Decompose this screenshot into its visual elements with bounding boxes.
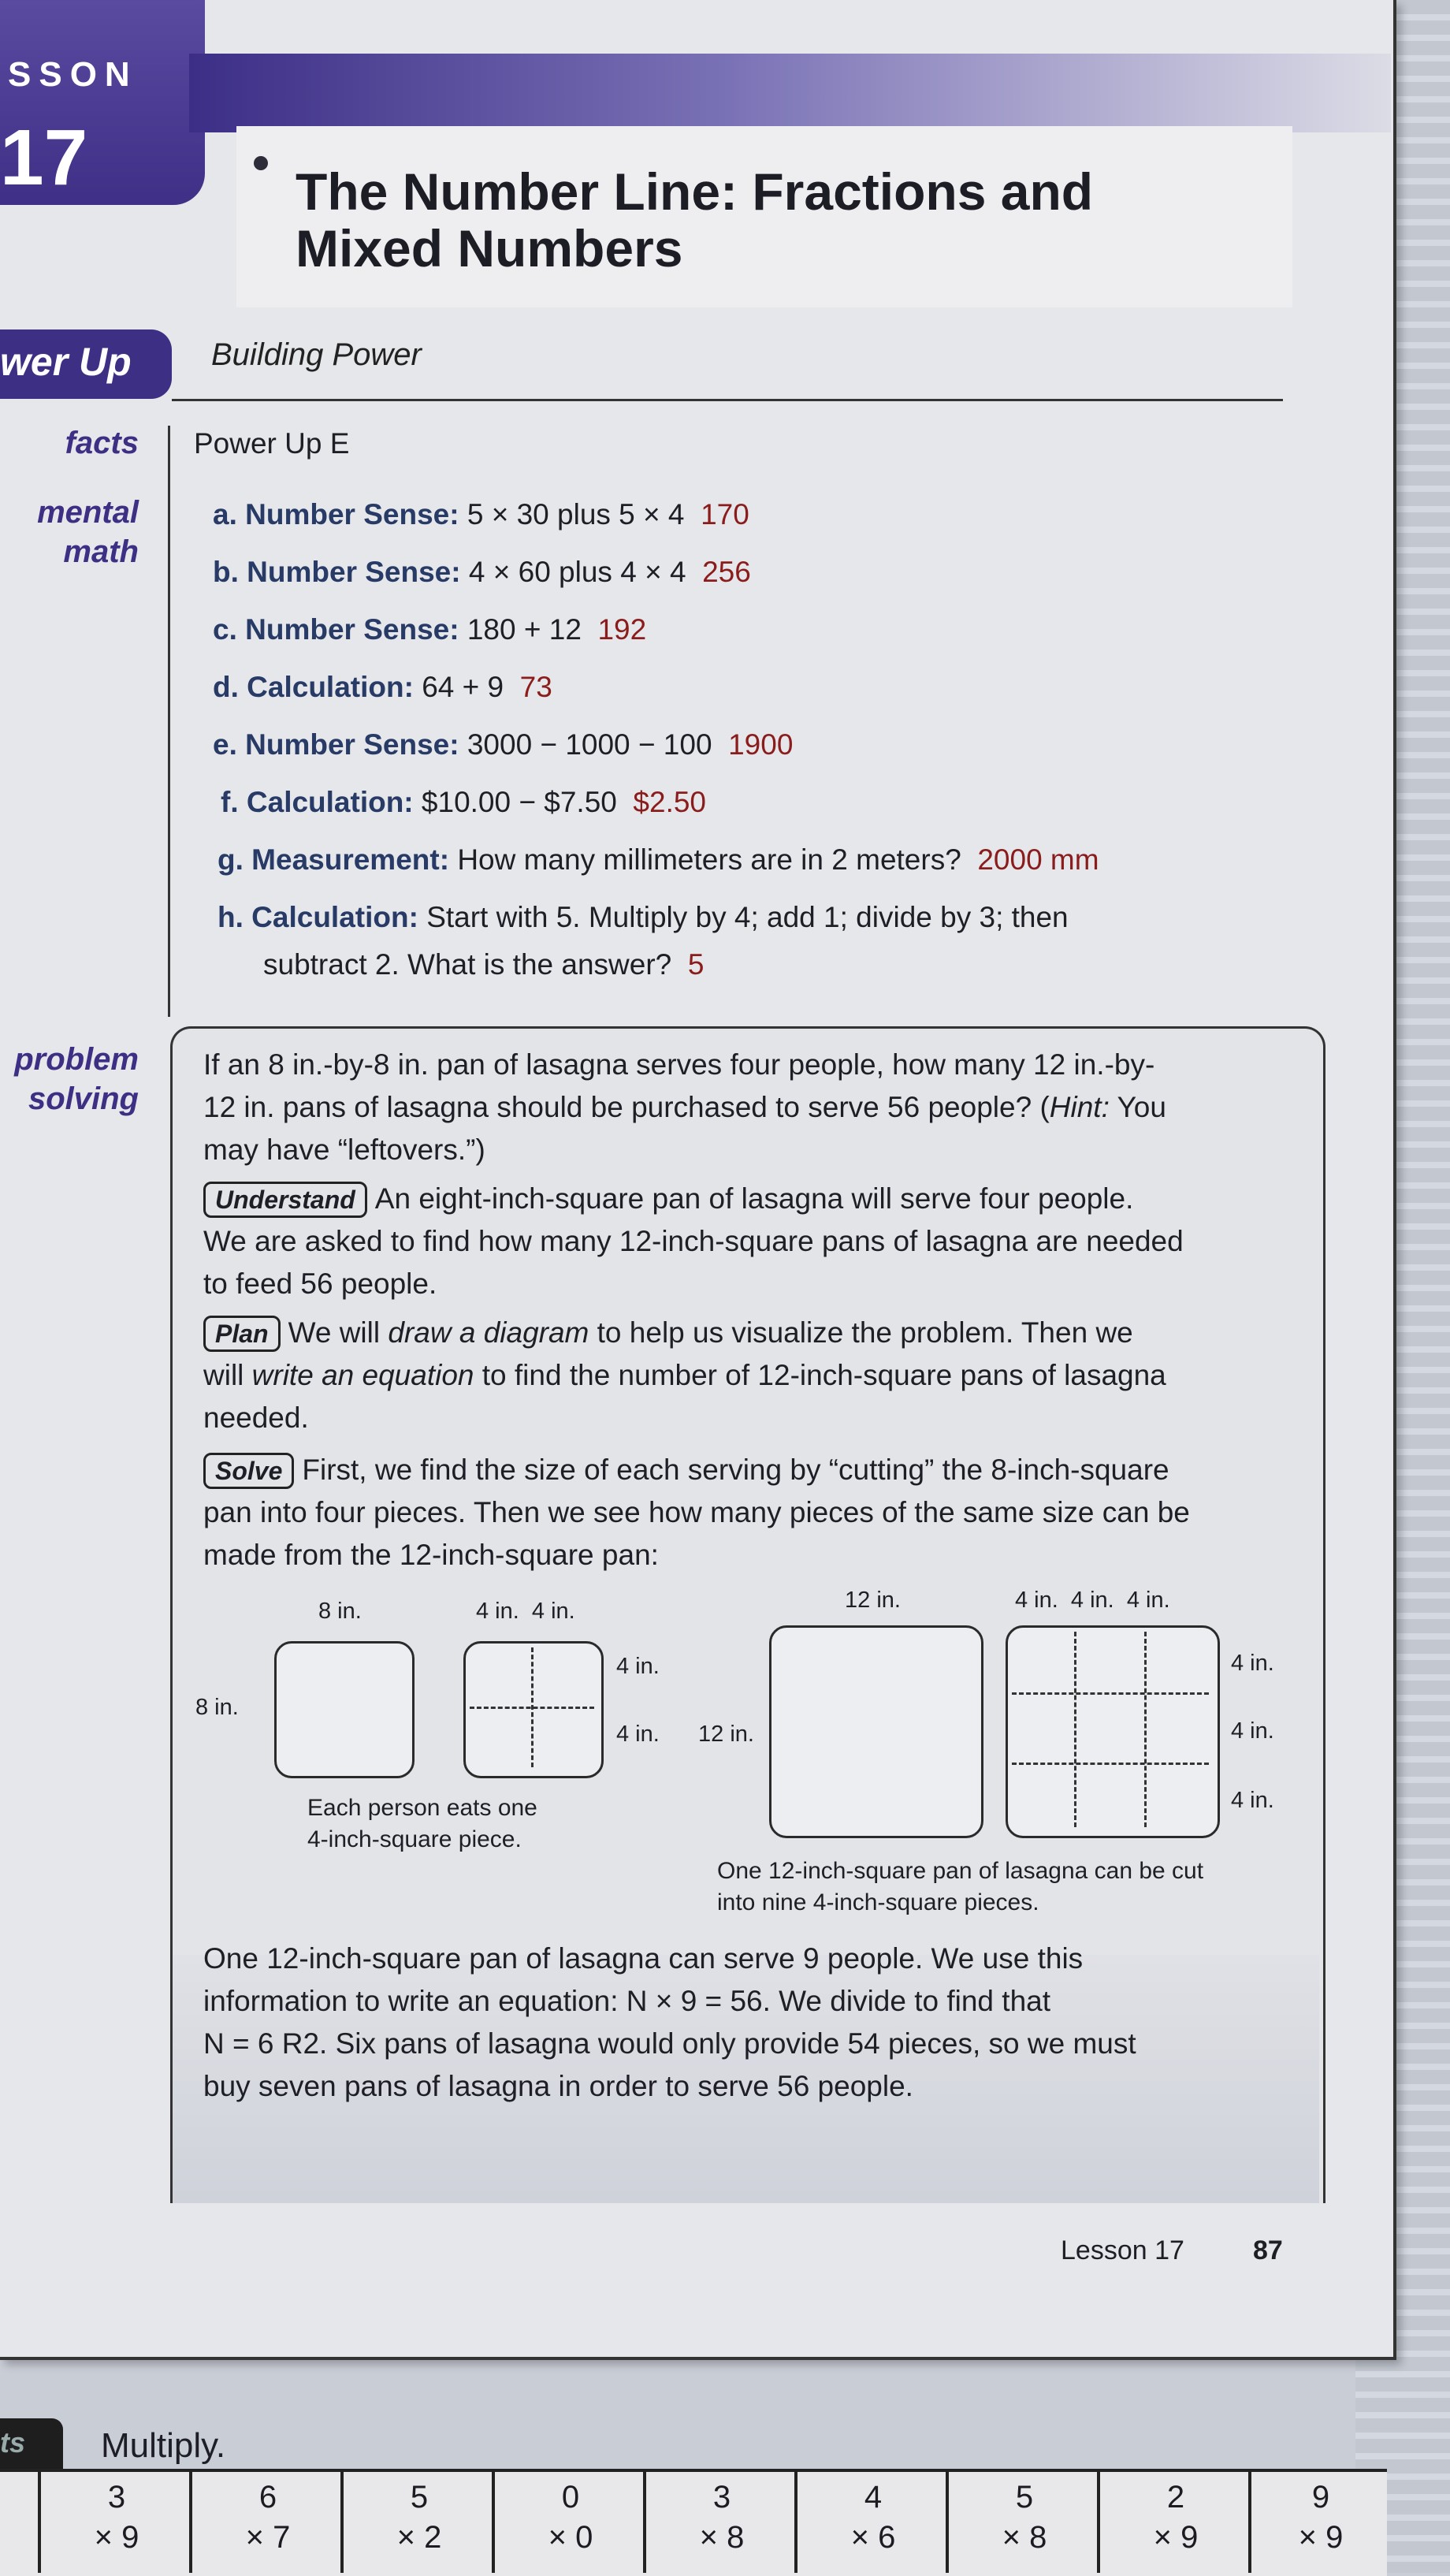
lesson-word: SSON	[8, 55, 138, 94]
title-band	[189, 54, 1391, 132]
mental-math-item-continued: subtract 2. What is the answer? 5	[263, 948, 705, 981]
multiply-cell: 9 × 9	[1248, 2472, 1390, 2573]
mental-math-item: c. Number Sense: 180 + 12 192	[213, 613, 647, 646]
header-rule	[172, 399, 1283, 401]
multiply-cell: 6 × 7	[189, 2472, 344, 2573]
page-title-line-1: The Number Line: Fractions and	[296, 162, 1094, 221]
multiply-cell: 3 × 9	[38, 2472, 192, 2573]
problem-intro: If an 8 in.-by-8 in. pan of lasagna serves four people, how many 12 in.-by- 12 in. pans of lasagna should be purchased to serve 56 people? (Hint: You may have “leftovers.”)	[203, 1048, 1166, 1166]
problem-solving-label-2: solving	[28, 1081, 139, 1116]
multiply-cell: 5 × 2	[340, 2472, 495, 2573]
small-pan-square	[274, 1641, 415, 1778]
mental-math-item: g. Measurement: How many millimeters are in 2 meters? 2000 mm	[217, 843, 1099, 876]
mental-math-item: d. Calculation: 64 + 9 73	[213, 671, 552, 703]
big-pan-top-label: 12 in.	[845, 1588, 901, 1613]
mental-math-label-1: mental	[37, 495, 139, 530]
multiply-cell: 0 × 0	[492, 2472, 646, 2573]
answer: 2000 mm	[977, 843, 1099, 876]
small-pan-left-label: 8 in.	[195, 1695, 239, 1720]
cut-pan-square	[463, 1641, 604, 1778]
cut-line-vertical	[531, 1647, 534, 1767]
mental-math-item: h. Calculation: Start with 5. Multiply by 4; add 1; divide by 3; then	[217, 901, 1069, 933]
big-pan-left-label: 12 in.	[698, 1722, 754, 1747]
multiply-cell: 4 × 6	[794, 2472, 949, 2573]
footer-lesson: Lesson 17	[1061, 2235, 1184, 2265]
big-cut-line-vertical-2	[1144, 1632, 1147, 1827]
big-pan-square	[769, 1625, 983, 1838]
problem-solving-label-1: problem	[14, 1042, 139, 1077]
multiply-cell: 2 × 9	[1097, 2472, 1251, 2573]
big-cut-line-horizontal-2	[1012, 1763, 1209, 1765]
solve-paragraph: Solve First, we find the size of each serving by “cutting” the 8-inch-square pan into four pieces. Then we see how many pieces of the same size can be made from the 12-inch-square pan:	[203, 1454, 1190, 1571]
cut-pan-right-label-2: 4 in.	[616, 1722, 660, 1747]
next-page-tab-text: ts	[0, 2426, 26, 2459]
big-cut-pan-right-label-3: 4 in.	[1231, 1788, 1274, 1813]
facts-label: facts	[65, 426, 139, 460]
big-pan-caption: One 12-inch-square pan of lasagna can be cut into nine 4-inch-square pieces.	[717, 1858, 1204, 1915]
mental-math-item: b. Number Sense: 4 × 60 plus 4 × 4 256	[213, 556, 751, 588]
answer: 73	[519, 671, 552, 703]
mental-math-item: f. Calculation: $10.00 − $7.50 $2.50	[221, 786, 707, 818]
mental-math-item: a. Number Sense: 5 × 30 plus 5 × 4 170	[213, 498, 749, 530]
big-cut-line-horizontal-1	[1012, 1692, 1209, 1695]
answer: 1900	[728, 728, 794, 761]
small-pan-top-label: 8 in.	[318, 1599, 362, 1624]
big-cut-pan-right-label-1: 4 in.	[1231, 1651, 1274, 1676]
answer: 170	[701, 498, 749, 530]
mental-math-label-2: math	[63, 534, 139, 569]
answer: $2.50	[633, 786, 707, 818]
conclusion-paragraph: One 12-inch-square pan of lasagna can serve 9 people. We use this information to write an equation: N × 9 = 56. We divide to find that N = 6 R2. Six pans of lasagna would only provide 54 pieces, so we must buy seven pans of lasagna in order to serve 56 people.	[203, 1942, 1136, 2102]
big-cut-pan-square	[1006, 1625, 1220, 1838]
facts-value: Power Up E	[194, 427, 350, 460]
cut-pan-top-label: 4 in. 4 in.	[476, 1599, 575, 1624]
answer: 5	[687, 948, 705, 981]
page-number: 87	[1253, 2235, 1283, 2265]
big-cut-pan-top-label: 4 in. 4 in. 4 in.	[1015, 1588, 1170, 1613]
column-divider	[168, 426, 170, 1017]
big-cut-line-vertical-1	[1074, 1632, 1076, 1827]
small-pan-caption: Each person eats one 4-inch-square piece.	[307, 1795, 537, 1852]
big-cut-pan-right-label-2: 4 in.	[1231, 1718, 1274, 1744]
answer: 192	[597, 613, 647, 646]
multiply-heading: Multiply.	[101, 2426, 226, 2465]
building-power-heading: Building Power	[211, 337, 422, 372]
page-title-line-2: Mixed Numbers	[296, 219, 683, 277]
understand-paragraph: Understand An eight-inch-square pan of lasagna will serve four people. We are asked to find how many 12-inch-square pans of lasagna are needed to feed 56 people.	[203, 1182, 1184, 1300]
plan-paragraph: Plan We will draw a diagram to help us visualize the problem. Then we will write an equation to find the number of 12-inch-square pans of lasagna needed.	[203, 1316, 1166, 1434]
title-bullet-icon	[254, 156, 268, 170]
understand-pill: Understand	[203, 1182, 367, 1218]
cut-pan-right-label-1: 4 in.	[616, 1654, 660, 1679]
solve-pill: Solve	[203, 1453, 294, 1489]
answer: 256	[702, 556, 751, 588]
lesson-number: 17	[0, 114, 88, 202]
multiply-cell: 3 × 8	[643, 2472, 798, 2573]
mental-math-item: e. Number Sense: 3000 − 1000 − 100 1900	[213, 728, 794, 761]
power-up-label: wer Up	[0, 340, 132, 384]
multiply-cell: 5 × 8	[946, 2472, 1100, 2573]
plan-pill: Plan	[203, 1316, 281, 1352]
